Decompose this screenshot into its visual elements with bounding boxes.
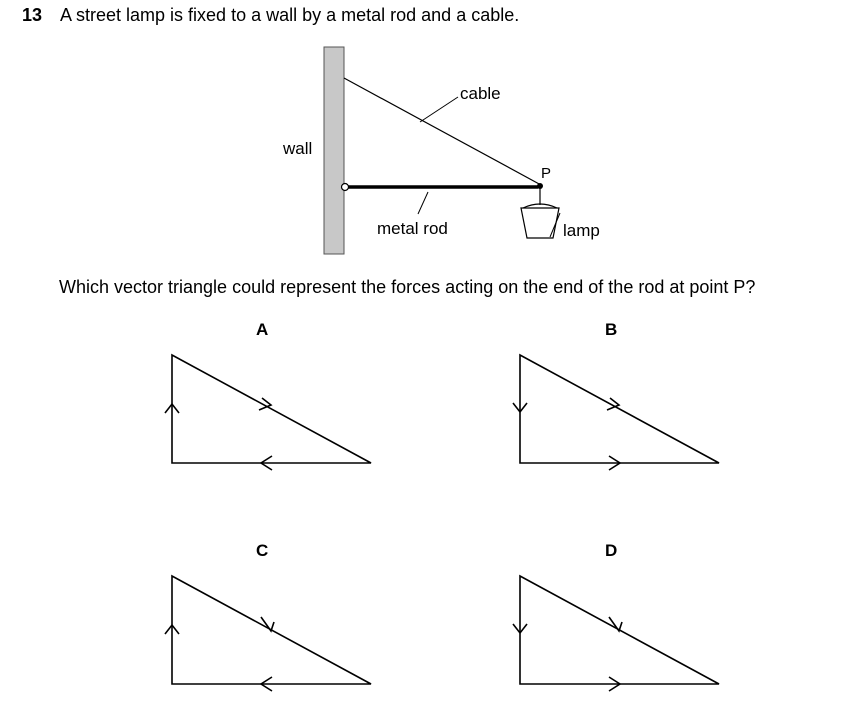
lamp-shape xyxy=(521,208,559,238)
arrow-up-left-icon xyxy=(609,617,622,631)
arrow-up-left-icon xyxy=(261,617,274,631)
wall-pivot xyxy=(342,184,349,191)
lamp-label: lamp xyxy=(563,221,600,240)
question-prompt: Which vector triangle could represent the forces acting on the end of the rod at point P? xyxy=(59,277,756,297)
cable-line xyxy=(344,78,541,185)
triangle-b xyxy=(513,355,719,470)
point-p-label: P xyxy=(541,165,552,182)
cable-leader xyxy=(420,97,458,122)
question-text: A street lamp is fixed to a wall by a metal rod and a cable. xyxy=(60,5,520,25)
option-a-label: A xyxy=(256,320,269,339)
option-b-label: B xyxy=(605,320,618,339)
question-number: 13 xyxy=(22,5,43,25)
wall-label: wall xyxy=(283,139,313,158)
triangle-a xyxy=(165,355,371,470)
cable-label: cable xyxy=(460,84,501,103)
option-c-label: C xyxy=(256,541,269,560)
metal-rod-label: metal rod xyxy=(377,219,448,238)
triangle-c xyxy=(165,576,371,691)
rod-leader xyxy=(418,192,428,214)
option-d-label: D xyxy=(605,541,618,560)
wall-shape xyxy=(324,47,344,254)
triangle-d xyxy=(513,576,719,691)
